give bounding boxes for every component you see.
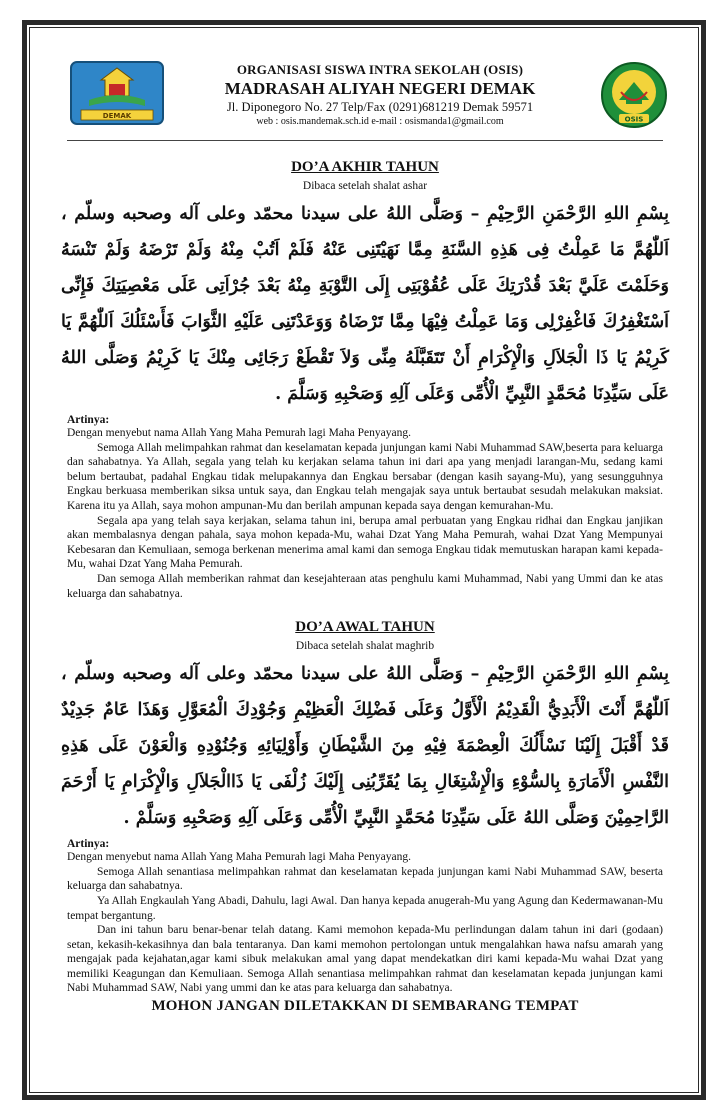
translation-label: Artinya: <box>67 838 110 851</box>
school-address: Jl. Diponegoro No. 27 Telp/Fax (0291)681219 Demak 59571 <box>226 100 534 114</box>
translation-paragraph: Dengan menyebut nama Allah Yang Maha Pemurah lagi Maha Penyayang. <box>67 427 411 439</box>
section-title-akhir-tahun: DO’A AKHIR TAHUN <box>291 159 439 175</box>
translation-paragraph: Segala apa yang telah saya kerjakan, selama tahun ini, berupa amal perbuatan yang Engkau ridhai dan Engkau janjikan akan membalasnya dengan pahala, saya mohon kepada-Mu, wahai Dzat Yang Maha Pemurah, wahai Dzat Yang Mempunyai Kebesaran dan Kemuliaan, semoga berkenan menerima amal kami dan semoga Engkau tidak memutuskan harapan kami kepada-Mu, wahai Dzat Yang Maha Pemurah. <box>67 514 663 571</box>
section-subtitle-awal-tahun: Dibaca setelah shalat maghrib <box>295 640 435 653</box>
translation-label: Artinya: <box>67 414 110 426</box>
translation-paragraph: Semoga Allah senantiasa melimpahkan rahmat dan keselamatan kepada junjungan kami Nabi Muhammad SAW, beserta keluarga dan sahabatnya. <box>67 865 663 893</box>
school-contact: web : osis.mandemak.sch.id e-mail : osismanda1@gmail.com <box>256 116 504 127</box>
translation-paragraph: Dan semoga Allah memberikan rahmat dan kesejahteraan atas penghulu kami Muhammad, Nabi yang Ummi dan ke atas keluarga dan sahabatnya. <box>67 572 663 600</box>
translation-paragraph: Semoga Allah melimpahkan rahmat dan keselamatan kepada junjungan kami Nabi Muhammad SAW,beserta para keluarga dan sahabatnya. Ya Allah, segala yang telah ku kerjakan selama tahun ini dari apa yang menjadi larangan-Mu, sedang kami belum bertaubat, padahal Engkau tidak melupakannya dan Engkau bersabar (dengan kasih sayang-Mu), yang sesungguhnya Engkau berkuasa memberikan siksa untuk saya, dan Engkau telah mengajak saya untuk bertaubat sesudah melakukan maksiat. Karena itu ya Allah, saya mohon ampunan-Mu dan berilah ampunan kepada saya dengan kemurahan-Mu. <box>67 441 663 512</box>
translation-paragraph: Dengan menyebut nama Allah Yang Maha Pemurah lagi Maha Penyayang. <box>67 851 411 864</box>
demak-regency-logo <box>69 60 165 126</box>
osis-logo <box>599 60 669 130</box>
arabic-prayer-akhir-tahun: بِسْمِ اللهِ الرَّحْمَنِ الرَّحِيْمِ – وَصَلَّى اللهُ على سيدنا محمّد وعلى آله وصحبه وسلّم ، اَللّٰهُمَّ مَا عَمِلْتُ فِى هَذِهِ السَّنَةِ مِمَّا نَهَيْتَنِى عَنْهُ فَلَمْ اَتُبْ مِنْهُ وَلَمْ تَرْضَهُ وَلَمْ تَنْسَهُ وَحَلَمْتَ عَلَيَّ بَعْدَ قُدْرَتِكَ عَلَى عُقُوْبَتِى إِلَى التَّوْبَةِ مِنْهُ بَعْدَ جُرْاَتِى عَلَى مَعْصِيَتِكَ فَإِنِّى اَسْتَغْفِرُكَ فَاغْفِرْلِى وَمَا عَمِلْتُ فِيْهَا مِمَّا تَرْضَاهُ وَوَعَدْتَنِى عَلَيْهِ الثَّوَابَ فَأَسْئَلُكَ اَللّٰهُمَّ يَا كَرِيْمُ يَا ذَا الْجَلاَلِ وَالْإِكْرَامِ أَنْ تَتَقَبَّلَهُ مِنِّى وَلاَ تَقْطَعْ رَجَائِى مِنْكَ يَا كَرِيْمُ وَصَلَّى اللهُ عَلَى سَيِّدِنَا مُحَمَّدٍ النَّبِيِّ الْأُمِّى وَعَلَى آلِهِ وَصَحْبِهِ وَسَلَّمَ . <box>61 204 669 404</box>
section-subtitle-akhir-tahun: Dibaca setelah shalat ashar <box>302 180 428 192</box>
letterhead-text <box>167 62 593 127</box>
letterhead <box>67 58 663 141</box>
section-title-awal-tahun: DO’A AWAL TAHUN <box>295 619 435 636</box>
translation-paragraph: Dan ini tahun baru benar-benar telah datang. Kami memohon kepada-Mu perlindungan dalam tahun ini dari (godaan) setan, kekasih-kekasihnya dan bala tentaranya. Dan kami memohon pertolongan untuk mengalahkan hawa nafsu amarah yang mengajak pada kejahatan,agar kami sibuk melakukan amal yang dapat mendekatkan diri kami kepada-Mu wahai Dzat yang memiliki Keagungan dan Kemuliaan. Semoga Allah senantiasa melimpahkan rahmat dan keselamatan kepada junjungan kami Nabi Muhammad SAW, Nabi yang ummi dan ke atas para keluarga dan sahabatnya. <box>67 924 663 995</box>
translation-paragraph: Ya Allah Engkaulah Yang Abadi, Dahulu, lagi Awal. Dan hanya kepada anugerah-Mu yang Agung dan Kedermawanan-Mu tempat bergantung. <box>67 894 663 922</box>
document-page <box>61 58 669 1015</box>
school-name: MADRASAH ALIYAH NEGERI DEMAK <box>224 79 536 98</box>
arabic-prayer-awal-tahun: بِسْمِ اللهِ الرَّحْمَنِ الرَّحِيْمِ – وَصَلَّى اللهُ على سيدنا محمّد وعلى آله وصحبه وسلّم ، اَللّٰهُمَّ أَنْتَ الْأَبَدِيُّ الْقَدِيْمُ الْأَوَّلُ وَعَلَى فَضْلِكَ الْعَظِيْمِ وَجُوْدِكَ الْمُعَوَّلِ وَهَذَا عَامٌ جَدِيْدٌ قَدْ أَقْبَلَ إِلَيْنَا نَسْأَلُكَ الْعِصْمَةَ فِيْهِ مِنَ الشَّيْطَانِ وَأَوْلِيَائِهِ وَجُنُوْدِهِ وَالْعَوْنَ عَلَى هَذِهِ النَّفْسِ الْأَمَارَةِ بِالسُّوْءِ وَالْإِشْتِغَالِ بِمَا يُقَرِّبُنِى إِلَيْكَ زُلْفَى يَا ذَاالْجَلاَلِ وَالْإِكْرَامِ يَا أَرْحَمَ الرَّاحِمِيْنَ وَصَلَّى اللهُ عَلَى سَيِّدِنَا مُحَمَّدٍ النَّبِيِّ الْأُمِّى وَعَلَى آلِهِ وَصَحْبِهِ وَسَلَّمْ . <box>61 664 669 829</box>
footer-notice: MOHON JANGAN DILETAKKAN DI SEMBARANG TEMPAT <box>151 998 579 1015</box>
svg-text:OSIS: OSIS <box>624 115 644 124</box>
organization-name: ORGANISASI SISWA INTRA SEKOLAH (OSIS) <box>236 62 524 77</box>
svg-text:DEMAK: DEMAK <box>102 112 132 120</box>
